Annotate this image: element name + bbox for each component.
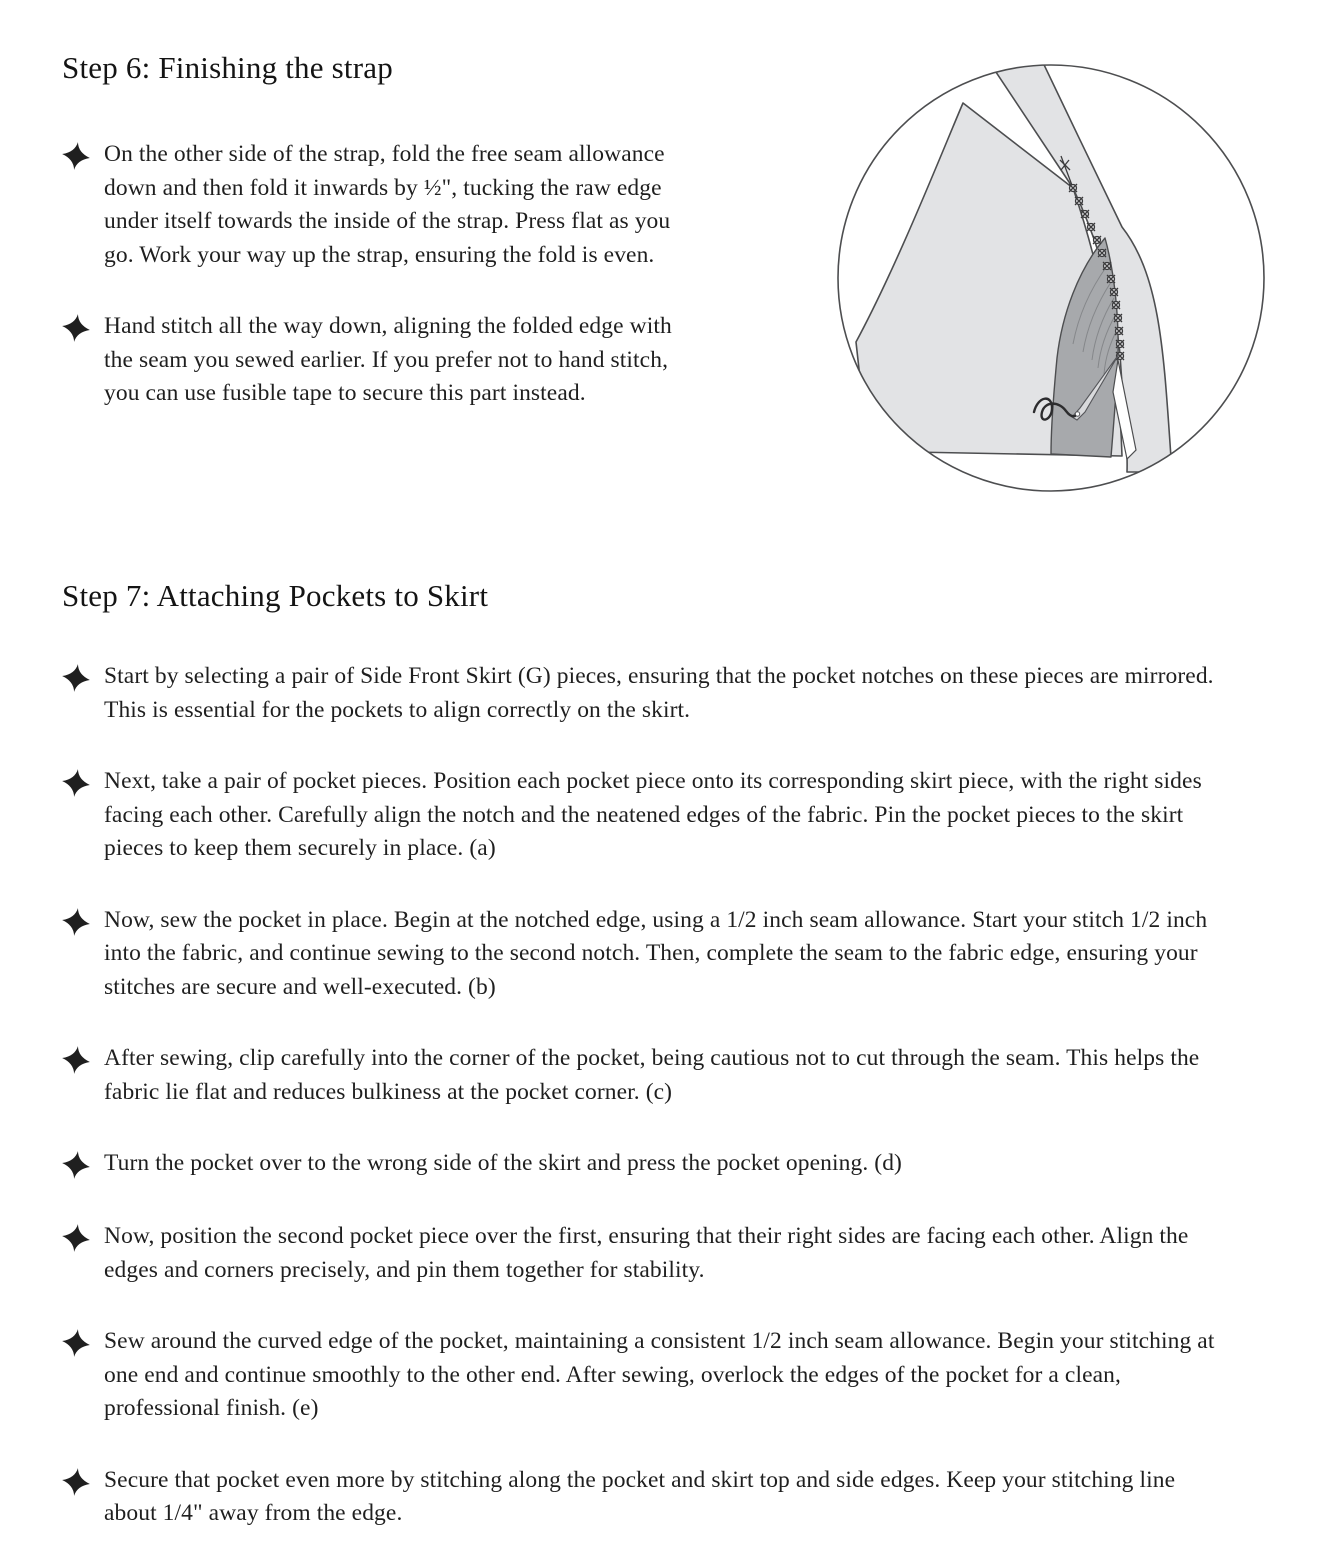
list-item [62,765,1266,866]
list-item [62,660,1266,727]
list-item [62,1464,1266,1531]
bullet-text: Now, sew the pocket in place. Begin at the notched edge, using a 1/2 inch seam allowance. Start your stitch 1/2 inch into the fabric, and continue sewing to the second notch. Then, complete the seam to the fabric edge, ensuring your stitches are secure and well-executed. (b) [104,906,1208,1000]
list-item [62,1042,1266,1109]
star-bullet-icon [62,766,90,800]
star-bullet-icon [62,1326,90,1360]
bullet-text: On the other side of the strap, fold the free seam allowance down and then fold it inwards by ½", tucking the raw edge under itself towards the inside of the strap. Press flat as you go. Work your way up the strap, ensuring the fold is even. [104,141,671,268]
star-bullet-icon [62,661,90,695]
section-step7 [62,578,1266,1531]
list-item [62,1147,1266,1182]
bullet-text: After sewing, clip carefully into the corner of the pocket, being cautious not to cut through the seam. This helps the fabric lie flat and reduces bulkiness at the pocket corner. (c) [104,1045,1200,1105]
star-bullet-icon [62,905,90,939]
list-item [62,310,722,411]
star-bullet-icon [62,1043,90,1077]
list-item [62,1220,1266,1287]
section-step6 [62,50,1266,500]
star-bullet-icon [62,1148,90,1182]
star-bullet-icon [62,139,90,173]
bullet-text: Secure that pocket even more by stitching along the pocket and skirt top and side edges. Keep your stitching line about 1/4" away from the edge. [104,1466,1176,1526]
star-bullet-icon [62,311,90,345]
step7-title: Step 7: Attaching Pockets to Skirt [62,578,489,613]
strap-stitching-illustration [830,60,1266,500]
step6-title: Step 6: Finishing the strap [62,50,393,85]
list-item [62,138,722,272]
bullet-text: Start by selecting a pair of Side Front Skirt (G) pieces, ensuring that the pocket notches on these pieces are mirrored. This is essential for the pockets to align correctly on the skirt. [104,663,1214,723]
step6-bullet-list [62,138,722,411]
bullet-text: Now, position the second pocket piece over the first, ensuring that their right sides are facing each other. Align the edges and corners precisely, and pin them together for stability. [104,1223,1189,1283]
star-bullet-icon [62,1221,90,1255]
list-item [62,1325,1266,1426]
star-bullet-icon [62,1465,90,1499]
step6-text-column [62,50,722,449]
step7-bullet-list [62,660,1266,1531]
bullet-text: Next, take a pair of pocket pieces. Position each pocket piece onto its corresponding skirt piece, with the right sides facing each other. Carefully align the notch and the neatened edges of the fabric. Pin the pocket pieces to the skirt pieces to keep them securely in place. (a) [104,768,1202,861]
bullet-text: Hand stitch all the way down, aligning the folded edge with the seam you sewed earlier. If you prefer not to hand stitch, you can use fusible tape to secure this part instead. [104,313,672,406]
list-item [62,904,1266,1005]
bullet-text: Sew around the curved edge of the pocket, maintaining a consistent 1/2 inch seam allowance. Begin your stitching at one end and continue smoothly to the other end. After sewing, overlock the edges of the pocket for a clean, professional finish. (e) [104,1328,1215,1421]
bullet-text: Turn the pocket over to the wrong side of the skirt and press the pocket opening. (d) [104,1150,902,1176]
